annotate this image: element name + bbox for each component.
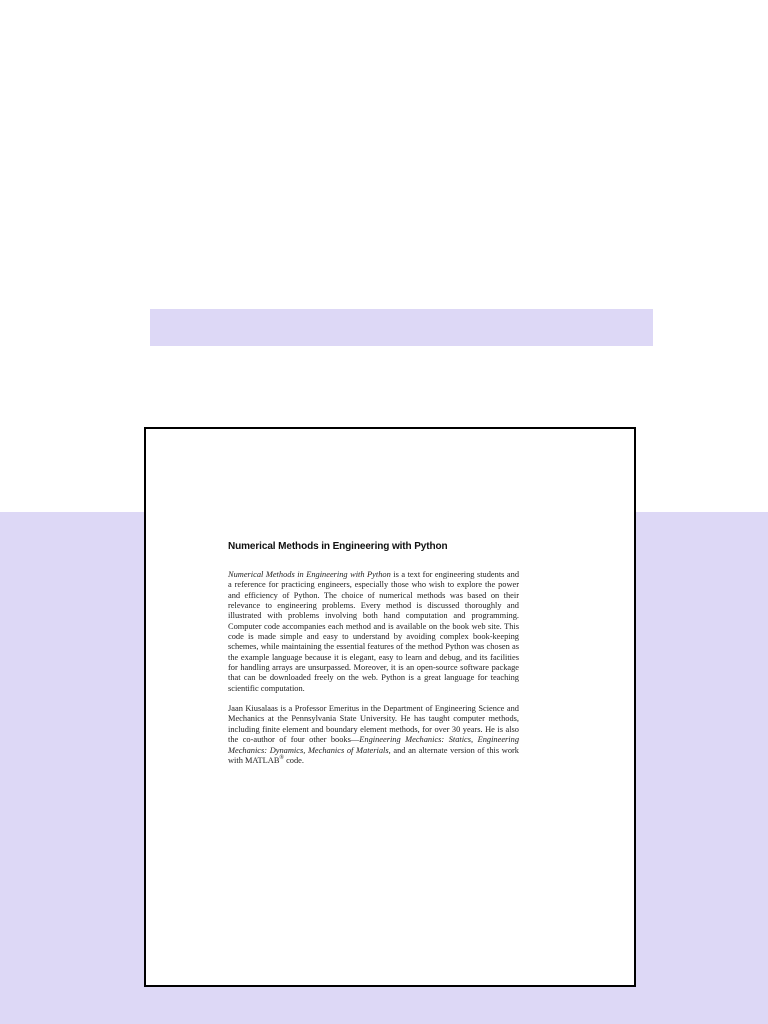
registered-mark: ® (279, 755, 284, 762)
author-bio-italic-books: Engineering Mechanics: Statics, Engineering Mechanics: Dynamics, Mechanics of Materials, (228, 735, 520, 755)
book-description-italic-title: Numerical Methods in Engineering with Python (228, 570, 391, 579)
book-description (228, 570, 519, 694)
author-bio-text-middle: and an alternate version of this work with MATLAB (228, 745, 519, 765)
page-content (228, 541, 519, 766)
document-page (144, 427, 636, 987)
author-bio-text-before: Jaan Kiusalaas is a Professor Emeritus in the Department of Engineering Science and Mechanics at the Pennsylvania State University. He has taught computer methods, including finite element and boundary element methods, for over 30 years. He is also the co-author of four other books— (228, 704, 519, 745)
author-bio (228, 704, 519, 766)
book-description-text: is a text for engineering students and a reference for practicing engineers, especially those who wish to explore the power and efficiency of Python. The choice of numerical methods was based on their relevance to engineering problems. Every method is discussed thoroughly and illustrated with problems involving both hand computation and programming. Computer code accompanies each method and is available on the book web site. This code is made simple and easy to understand by avoiding complex book-keeping schemes, while maintaining the essential features of the method Python was chosen as the example language because it is elegant, easy to learn and debug, and its facilities for handling arrays are unsurpassed. Moreover, it is an open-source software package that can be downloaded freely on the web. Python is a great language for teaching scientific computation. (228, 570, 520, 693)
author-bio-text-after: code. (283, 755, 304, 765)
book-title: Numerical Methods in Engineering with Python (228, 541, 448, 552)
title-placeholder-bar (150, 309, 653, 346)
